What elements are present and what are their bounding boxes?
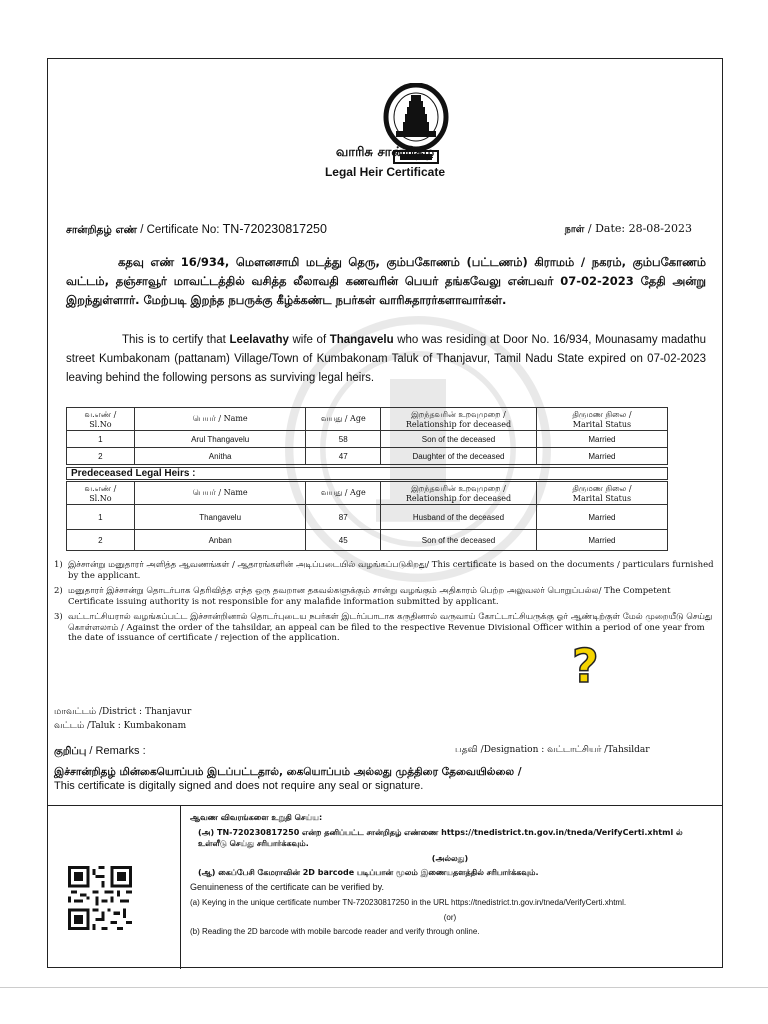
deceased-name: Leelavathy (229, 334, 289, 346)
designation-line: பதவி /Designation : வட்டாட்சியர் /Tahsildar (455, 745, 650, 755)
cell-relation: Son of the deceased (381, 530, 537, 551)
digital-sign-english: This certificate is digitally signed and does not require any seal or signature. (54, 780, 424, 792)
cell-age: 45 (306, 530, 381, 551)
question-mark-icon: ? (572, 639, 599, 693)
tamil-nadu-emblem (380, 83, 452, 175)
verify-divider (180, 806, 181, 969)
spouse-name: Thangavelu (329, 334, 394, 346)
cell-marital: Married (536, 530, 667, 551)
col-name: பெயர் / Name (134, 408, 306, 431)
cell-name: Thangavelu (134, 505, 306, 530)
note-number: 1) (54, 560, 63, 570)
cert-label-tamil: சான்றிதழ் எண் (66, 224, 138, 236)
table-header-row (67, 408, 668, 431)
cell-age: 58 (306, 431, 381, 448)
table-row (67, 530, 668, 551)
cell-relation: Son of the deceased (381, 431, 537, 448)
bottom-divider (0, 987, 768, 988)
cell-relation: Daughter of the deceased (381, 448, 537, 465)
col-marital: திருமண நிலை / Marital Status (536, 408, 667, 431)
verify-tamil-a: (அ) TN-720230817250 என்ற தனிப்பட்ட சான்றிதழ் எண்ணை https://tnedistrict.tn.gov.in/tneda/VerifyCerti.xhtml ல் உள்ளீடு செய்து சரிபார்க்கவும். (198, 828, 683, 848)
list-item (54, 586, 714, 607)
cell-sl: 1 (67, 431, 135, 448)
cell-marital: Married (536, 431, 667, 448)
verification-text (190, 812, 710, 941)
cell-age: 87 (306, 505, 381, 530)
cell-sl: 2 (67, 530, 135, 551)
verify-tamil-b: (ஆ) கைப்பேசி கேமராவின் 2D barcode படிப்பான் மூலம் இணையதளத்தில் சரிபார்க்கவும். (198, 868, 539, 877)
verify-english-or: (or) (443, 913, 457, 922)
remarks-label (54, 745, 146, 758)
eng-text-1: This is to certify that (122, 334, 230, 346)
verification-box (48, 805, 722, 969)
qr-code-icon[interactable] (68, 866, 132, 930)
col-age: வயது / Age (306, 482, 381, 505)
title-tamil: வாரிசு சான்றிதழ் (335, 145, 435, 160)
table-header-row (67, 482, 668, 505)
col-slno: வ.எண் / Sl.No (67, 482, 135, 505)
cell-name: Arul Thangavelu (134, 431, 306, 448)
eng-text-2: wife of (288, 334, 330, 346)
table-row (67, 505, 668, 530)
date-line: நாள் / Date: 28-08-2023 (564, 222, 692, 235)
certificate-page (47, 58, 723, 968)
predeceased-heirs-table (66, 481, 668, 551)
verify-english-a: (a) Keying in the unique certificate number TN-720230817250 in the URL https://tnedistrict.tn.gov.in/tneda/VerifyCerti.xhtml. (190, 898, 627, 907)
note-text: மனுதாரர் இச்சான்று தொடர்பாக தெரிவித்த எந்த ஒரு தவறான தகவல்களுக்கும் சான்று வழங்கும் அதிகாரம் பெற்ற அலுவலர் பொறுப்பல்ல/ The Competent Certificate issuing authority is not responsible for any malafide information submitted by applicant. (68, 586, 671, 607)
col-relationship: இறந்தவரின் உறவுமுறை / Relationship for deceased (381, 482, 537, 505)
cert-label-english: Certificate No: (146, 224, 220, 236)
date-label-tamil: நாள் (564, 224, 585, 235)
verify-english-b: (b) Reading the 2D barcode with mobile barcode reader and verify through online. (190, 927, 480, 936)
cell-age: 47 (306, 448, 381, 465)
tamil-paragraph: கதவு எண் 16/934, மௌனசாமி மடத்து தெரு, கும்பகோணம் (பட்டணம்) கிராமம் / நகரம், கும்பகோணம் வட்டம், தஞ்சாவூர் மாவட்டத்தில் வசித்த லீலாவதி கணவரின் பெயர் தங்கவேலு என்பவர் 07-02-2023 தேதி அன்று இறந்துள்ளார். மேற்படி இறந்த நபருக்கு கீழ்க்கண்ட நபர்கள் வாரிசுதாரர்களாவார்கள். (66, 255, 706, 307)
verify-heading-english: Genuineness of the certificate can be verified by. (190, 882, 384, 892)
cell-sl: 1 (67, 505, 135, 530)
eng-text-3: who was residing at Door No. 16/934, Mounasamy madathu street Kumbakonam (pattanam) Village/Town of Kumbakonam Taluk of Thanjavur, Tamil Nadu State expired on 07-02-2023 leaving behind the following persons as surviving legal heirs. (66, 334, 706, 384)
note-number: 3) (54, 612, 63, 622)
table-row (67, 431, 668, 448)
cell-sl: 2 (67, 448, 135, 465)
title-english: Legal Heir Certificate (324, 165, 446, 179)
note-text: வட்டாட்சியரால் வழங்கப்பட்ட இச்சான்றினால் தொடர்புடைய நபர்கள் இடர்ப்பாடாக கருதினால் வருவாய் கோட்டாட்சியருக்கு ஓர் ஆண்டிற்குள் மேல் முறையீடு செய்து கொள்ளலாம் / Against the order of the tahsildar, an appeal can be filed to the respective Revenue Divisional Officer within a period of one year from the date of issuance of certificate / rejection of the application. (68, 612, 713, 643)
list-item (54, 612, 714, 644)
notes-list (54, 560, 714, 649)
cert-number: TN-720230817250 (222, 222, 327, 236)
verify-heading-tamil: ஆவண விவரங்களை உறுதி செய்ய: (190, 813, 323, 822)
taluk-line: வட்டம் /Taluk : Kumbakonam (54, 721, 187, 731)
note-number: 2) (54, 586, 63, 596)
digital-sign-tamil: இச்சான்றிதழ் மின்கையொப்பம் இடப்பட்டதால், கையொப்பம் அல்லது முத்திரை தேவையில்லை / (54, 766, 522, 778)
cell-marital: Married (536, 448, 667, 465)
date-value: 28-08-2023 (628, 222, 692, 235)
col-marital: திருமண நிலை / Marital Status (536, 482, 667, 505)
cell-name: Anitha (134, 448, 306, 465)
verify-tamil-or: (அல்லது) (431, 854, 469, 863)
legal-heirs-table (66, 407, 668, 465)
certificate-number-line: சான்றிதழ் எண் / Certificate No: TN-720230817250 (66, 222, 327, 236)
list-item (54, 560, 714, 581)
predeceased-heirs-label: Predeceased Legal Heirs : (66, 467, 668, 480)
col-name: பெயர் / Name (134, 482, 306, 505)
remarks-tamil: குறிப்பு (54, 746, 87, 757)
english-paragraph (66, 331, 706, 388)
col-age: வயது / Age (306, 408, 381, 431)
cell-relation: Husband of the deceased (381, 505, 537, 530)
col-relationship: இறந்தவரின் உறவுமுறை / Relationship for deceased (381, 408, 537, 431)
note-text: இச்சான்று மனுதாரர் அளித்த ஆவணங்கள் / ஆதாரங்களின் அடிப்படையில் வழங்கப்படுகிறது/ This certificate is based on the documents / particulars furnished by the applicant. (68, 560, 714, 581)
col-slno: வ.எண் / Sl.No (67, 408, 135, 431)
cell-name: Anban (134, 530, 306, 551)
date-label-english: Date: (595, 222, 626, 235)
table-row (67, 448, 668, 465)
district-line: மாவட்டம் /District : Thanjavur (54, 707, 192, 717)
cell-marital: Married (536, 505, 667, 530)
remarks-english: / Remarks : (89, 745, 146, 757)
